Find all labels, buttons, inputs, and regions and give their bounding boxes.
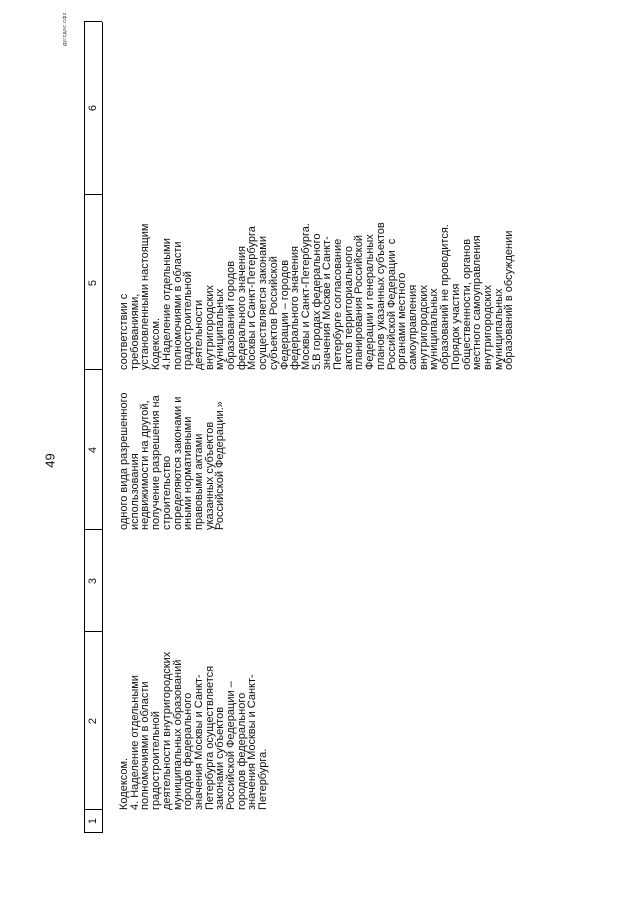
text-line: Москвы и Санкт-Петербурга. <box>299 223 312 370</box>
text-line: субъектов Российской <box>267 256 280 370</box>
col-sep-6 <box>84 194 102 195</box>
text-line: иными нормативными <box>182 416 195 530</box>
text-line: определяются законами и <box>171 396 184 530</box>
col-number-5: 5 <box>87 279 99 287</box>
text-line: планов указанных субъектов <box>374 222 387 370</box>
col-number-4: 4 <box>87 446 99 454</box>
text-line: деятельности <box>192 299 205 370</box>
text-line: актов территориального <box>342 245 355 370</box>
text-line: значения Москве и Санкт- <box>321 236 334 370</box>
text-line: федерального значения <box>235 245 248 370</box>
text-line: Петербурге согласование <box>332 238 345 370</box>
col-number-1: 1 <box>87 817 99 825</box>
text-line: Российской Федерации с <box>385 238 398 370</box>
col-sep-7 <box>84 21 102 22</box>
text-line: полномочиями в области <box>139 681 152 810</box>
text-line: образований не проводится. <box>439 224 452 370</box>
text-line: деятельности внутригородских <box>160 651 173 810</box>
text-line: получение разрешения на <box>150 395 163 530</box>
text-line: самоуправления <box>406 284 419 370</box>
col-number-3: 3 <box>87 577 99 585</box>
text-line: Кодексом. <box>150 317 163 370</box>
table-top-border <box>84 22 85 833</box>
text-line: одного вида разрешенного <box>118 392 130 530</box>
text-line: Порядок участия <box>449 283 462 370</box>
col-number-2: 2 <box>87 717 99 725</box>
text-line: недвижимости на другой, <box>139 400 152 530</box>
text-line: значения Москвы и Санкт- <box>192 674 205 810</box>
text-line: муниципальных <box>428 288 441 370</box>
text-line: городов федерального <box>182 692 195 810</box>
text-line: правовыми актами <box>192 433 205 530</box>
text-line: местного самоуправления <box>471 235 484 370</box>
cell-col5 <box>119 222 515 370</box>
col-sep-2 <box>84 809 102 810</box>
text-line: использования <box>128 453 141 530</box>
text-line: значения Москвы и Санкт- <box>246 674 259 810</box>
col-number-6: 6 <box>87 104 99 112</box>
page-number: 49 <box>42 453 58 468</box>
col-sep-5 <box>84 369 102 370</box>
text-line: Кодексом. <box>118 757 130 810</box>
text-line: Федерации – городов <box>278 259 291 370</box>
text-line: федерального значения <box>289 245 302 370</box>
text-line: установленными настоящим <box>139 223 152 370</box>
text-line: планирования Российской <box>353 235 366 370</box>
text-line: 5.В городах федерального <box>310 233 323 370</box>
text-line: внутригородских <box>417 285 430 370</box>
text-line: образований городов <box>225 260 238 370</box>
text-line: законами субъектов <box>214 706 227 810</box>
text-line: Москвы и Санкт-Петербурга <box>246 226 259 370</box>
text-line: 4. Наделение отдельными <box>128 675 141 810</box>
text-line: Российской Федерации – <box>225 681 238 810</box>
text-line: Петербурга. <box>257 748 270 810</box>
text-line: соответствии с <box>118 293 130 370</box>
text-line: требованиями, <box>128 293 141 370</box>
text-line: осуществляется законами <box>257 236 270 370</box>
text-line: городов федерального <box>235 692 248 810</box>
header-divider <box>102 22 103 833</box>
cell-col4 <box>119 393 226 531</box>
text-line: Федерации и генеральных <box>364 234 377 370</box>
text-line: общественности, органов <box>460 238 473 370</box>
text-line: внутригородских <box>203 285 216 370</box>
text-line: образований в обсуждении <box>503 230 516 370</box>
text-line: муниципальных образований <box>171 659 184 810</box>
col-sep-3 <box>84 631 102 632</box>
text-line: внутригородских <box>481 285 494 370</box>
text-line: градостроительной <box>150 711 163 810</box>
text-line: органами местного <box>396 272 409 370</box>
text-line: строительство <box>160 455 173 530</box>
text-line: муниципальных <box>492 288 505 370</box>
col-sep-1 <box>84 832 102 833</box>
text-line: Российской Федерации.» <box>214 401 227 530</box>
text-line: муниципальных <box>214 288 227 370</box>
footer-code: дугсдос сфс <box>62 12 68 46</box>
text-line: градостроительной <box>182 271 195 370</box>
col-sep-4 <box>84 529 102 530</box>
text-line: полномочиями в области <box>171 241 184 370</box>
text-line: Петербурга осуществляется <box>203 665 216 810</box>
text-line: 4.Наделение отдельными <box>160 238 173 370</box>
text-line: указанных субъектов <box>203 421 216 530</box>
cell-col2 <box>119 652 269 810</box>
